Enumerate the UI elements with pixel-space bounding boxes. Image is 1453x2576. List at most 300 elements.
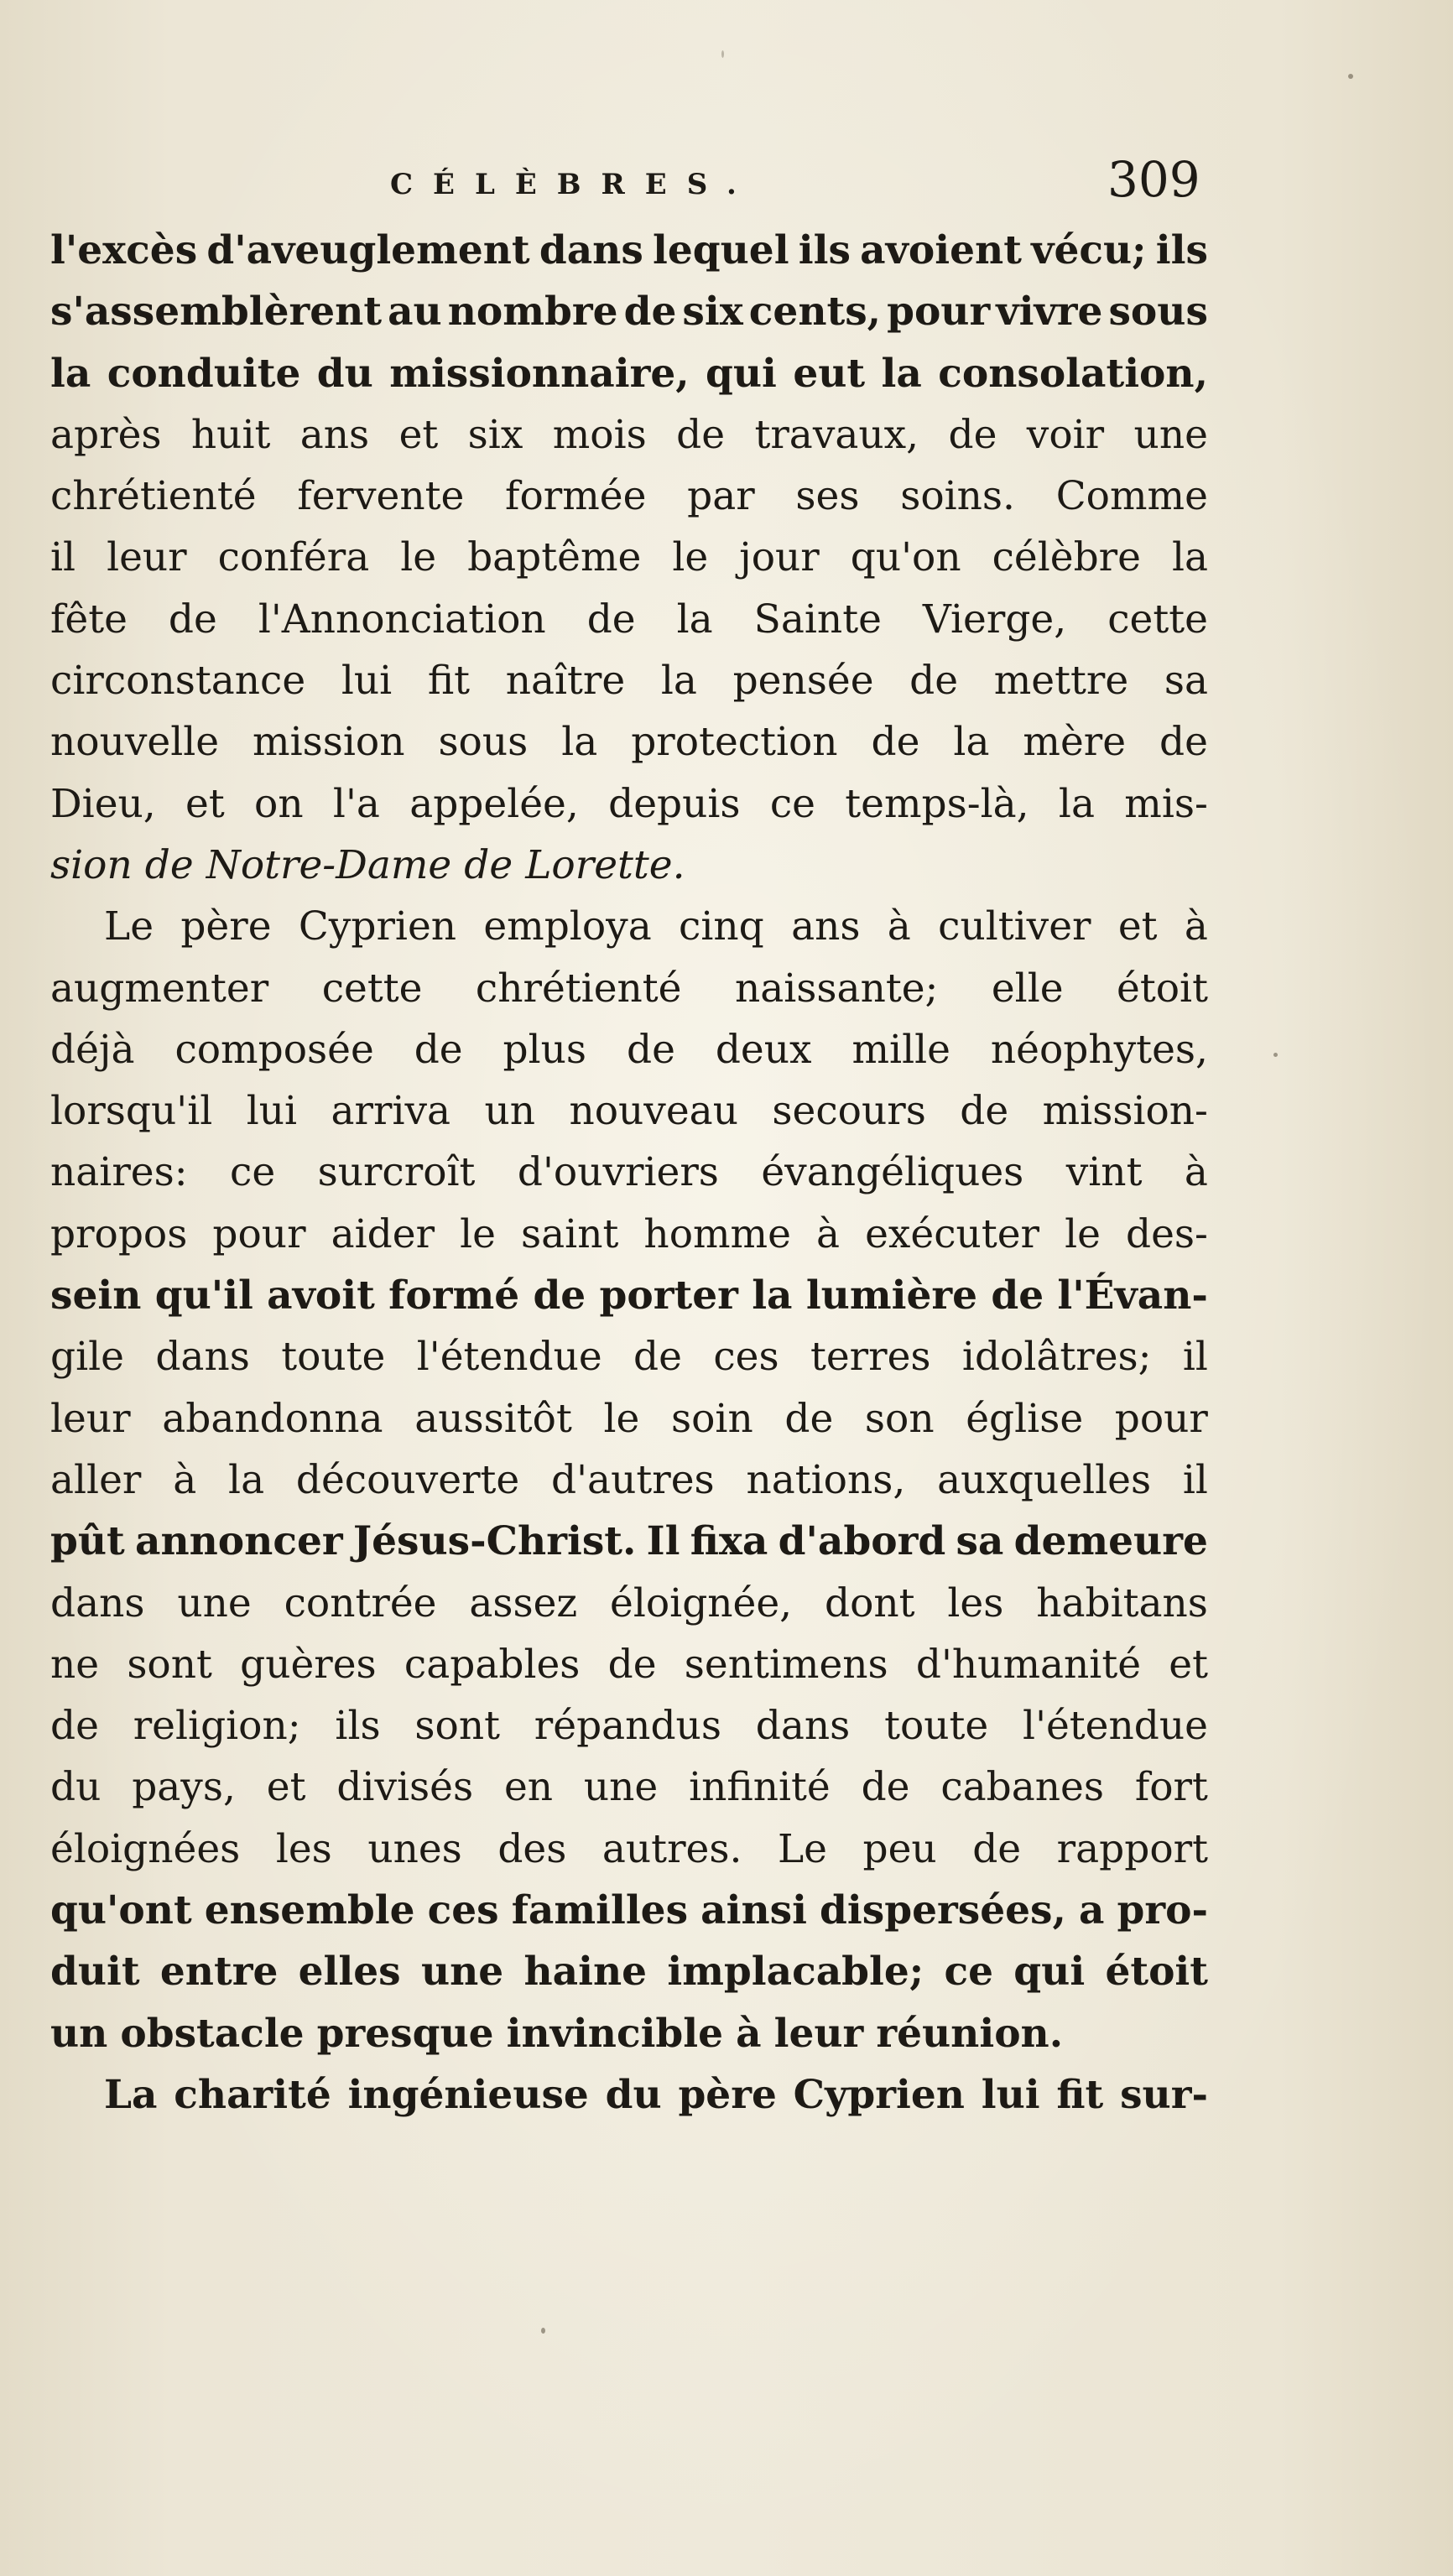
- word: et: [266, 1764, 306, 1811]
- word: huit: [190, 411, 271, 458]
- word: employa: [483, 903, 652, 950]
- word: un: [484, 1088, 536, 1135]
- text-line: [50, 1941, 1208, 2002]
- page-header: [50, 151, 1208, 218]
- word: mère: [1023, 719, 1127, 766]
- word: la: [676, 596, 713, 643]
- word: la: [752, 1272, 793, 1319]
- word: le: [672, 534, 709, 581]
- word: découverte: [295, 1456, 520, 1503]
- word: cette: [1107, 596, 1208, 643]
- word: et: [1169, 1641, 1208, 1688]
- word: homme: [643, 1210, 791, 1257]
- word: fit: [427, 658, 471, 705]
- word: dans: [155, 1334, 250, 1381]
- word: sa: [956, 1518, 1004, 1565]
- word: le: [603, 1395, 640, 1442]
- text-line: [50, 527, 1208, 588]
- word: l'excès: [50, 227, 198, 273]
- word: toute: [884, 1703, 989, 1750]
- word: des: [497, 1825, 567, 1872]
- word: temps-là,: [845, 780, 1029, 827]
- word: jour: [739, 534, 820, 581]
- text-line: [50, 1695, 1208, 1756]
- word: lorsqu'il: [50, 1088, 213, 1135]
- word: conféra: [217, 534, 370, 581]
- word: elle: [991, 965, 1064, 1012]
- word: ses: [795, 473, 860, 520]
- word: six: [682, 289, 743, 336]
- word: La: [104, 2071, 158, 2118]
- word: Dieu,: [50, 780, 156, 827]
- word: peu: [862, 1825, 937, 1872]
- word: de: [676, 411, 726, 458]
- word: Le: [104, 903, 154, 950]
- word: lui: [981, 2071, 1040, 2118]
- word: six: [467, 411, 523, 458]
- word: circonstance: [50, 658, 306, 705]
- word: de: [948, 411, 997, 458]
- word: lequel: [653, 227, 789, 273]
- word: éloignée,: [610, 1579, 793, 1626]
- word: religion;: [133, 1703, 301, 1750]
- text-line: [50, 1819, 1208, 1880]
- word: ces: [427, 1887, 499, 1934]
- word: d'autres: [551, 1456, 715, 1503]
- word: fête: [50, 596, 128, 643]
- word: l'a: [332, 780, 380, 827]
- word: aller: [50, 1456, 142, 1503]
- word: vécu;: [1031, 227, 1147, 273]
- text-line: [50, 404, 1208, 466]
- word: la: [50, 350, 91, 397]
- word: soin: [671, 1395, 753, 1442]
- word: dans: [755, 1703, 851, 1750]
- word: et: [398, 411, 439, 458]
- word: baptême: [467, 534, 642, 581]
- word: à: [173, 1456, 197, 1503]
- word: Jésus-Christ.: [352, 1518, 637, 1565]
- word: l'Annonciation: [258, 596, 546, 643]
- word: nombre: [447, 289, 618, 336]
- word: la: [953, 719, 990, 766]
- word: d'aveuglement: [206, 227, 530, 273]
- word: à: [1184, 903, 1208, 950]
- word: plus: [503, 1026, 587, 1073]
- text-line: [50, 2003, 1208, 2064]
- word: d'humanité: [915, 1641, 1142, 1688]
- word: ensemble: [204, 1887, 415, 1934]
- text-line: [50, 835, 1208, 896]
- word: du: [316, 350, 373, 397]
- word: autres.: [602, 1825, 742, 1872]
- word: et: [185, 780, 225, 827]
- word: duit: [50, 1949, 140, 1996]
- word: de: [168, 596, 217, 643]
- text-line: [50, 1880, 1208, 1941]
- word: elles: [298, 1949, 401, 1996]
- word: à: [1184, 1149, 1208, 1196]
- word: de: [784, 1395, 834, 1442]
- word: avoient: [860, 227, 1022, 273]
- word: aussitôt: [414, 1395, 572, 1442]
- word: sont: [414, 1703, 500, 1750]
- word: Cyprien: [793, 2071, 965, 2118]
- ink-speck: [1348, 74, 1353, 79]
- word: sion: [50, 841, 133, 888]
- word: la: [228, 1456, 265, 1503]
- word: vint: [1065, 1149, 1143, 1196]
- word: propos: [50, 1210, 188, 1257]
- word: père: [678, 2071, 777, 2118]
- word: pour: [212, 1210, 306, 1257]
- word: chrétienté: [50, 473, 257, 520]
- word: haine: [523, 1949, 648, 1996]
- word: du: [605, 2071, 662, 2118]
- text-line: [50, 1142, 1208, 1203]
- word: familles: [511, 1887, 689, 1934]
- word: divisés: [336, 1764, 474, 1811]
- text-line: [50, 896, 1208, 957]
- word: ingénieuse: [347, 2071, 589, 2118]
- word: depuis: [608, 780, 741, 827]
- body-text: [50, 220, 1208, 2126]
- word: la: [881, 350, 922, 397]
- word: cents,: [748, 289, 882, 336]
- word: sont: [127, 1641, 212, 1688]
- word: du: [50, 1764, 102, 1811]
- word: de: [871, 719, 920, 766]
- text-line: [50, 1080, 1208, 1142]
- word: de: [623, 289, 677, 336]
- word: l'étendue: [1023, 1703, 1208, 1750]
- word: nations,: [746, 1456, 906, 1503]
- word: naissante;: [734, 965, 939, 1012]
- word: capables: [404, 1641, 581, 1688]
- word: à: [736, 2010, 762, 2057]
- word: mission: [253, 719, 405, 766]
- word: il: [50, 534, 76, 581]
- word: de: [533, 1272, 586, 1319]
- text-line: [50, 958, 1208, 1019]
- word: naires:: [50, 1149, 188, 1196]
- word: par: [687, 473, 755, 520]
- word: toute: [281, 1334, 386, 1381]
- word: ans: [791, 903, 861, 950]
- text-line: [50, 466, 1208, 527]
- text-line: [50, 650, 1208, 711]
- word: mettre: [993, 658, 1129, 705]
- word: on: [254, 780, 304, 827]
- word: soins.: [900, 473, 1015, 520]
- text-line: [50, 1634, 1208, 1695]
- word: à: [887, 903, 911, 950]
- word: son: [864, 1395, 935, 1442]
- word: contrée: [284, 1579, 437, 1626]
- word: de: [627, 1026, 675, 1073]
- word: exécuter: [865, 1210, 1039, 1257]
- word: augmenter: [50, 965, 269, 1012]
- text-line: [50, 773, 1208, 835]
- text-line: [50, 2064, 1208, 2126]
- word: leur: [50, 1395, 131, 1442]
- word: sentimens: [684, 1641, 888, 1688]
- word: d'ouvriers: [517, 1149, 719, 1196]
- ink-speck: [721, 50, 724, 58]
- word: assez: [469, 1579, 578, 1626]
- word: père: [180, 903, 272, 950]
- word: protection: [631, 719, 838, 766]
- word: de: [972, 1825, 1022, 1872]
- word: unes: [367, 1825, 462, 1872]
- word: Il: [646, 1518, 680, 1565]
- word: conduite: [107, 350, 301, 397]
- word: éloignées: [50, 1825, 241, 1872]
- text-line: [50, 1265, 1208, 1326]
- word: lui: [246, 1088, 298, 1135]
- word: à: [816, 1210, 841, 1257]
- word: composée: [174, 1026, 374, 1073]
- word: charité: [174, 2071, 331, 2118]
- word: de: [144, 841, 194, 888]
- word: invincible: [506, 2010, 724, 2057]
- word: vivre: [996, 289, 1103, 336]
- word: de: [607, 1641, 657, 1688]
- word: mois: [552, 411, 647, 458]
- word: étoit: [1117, 965, 1208, 1012]
- word: fort: [1134, 1764, 1208, 1811]
- word: déjà: [50, 1026, 135, 1073]
- word: formée: [505, 473, 647, 520]
- word: arriva: [331, 1088, 451, 1135]
- word: la: [1171, 534, 1208, 581]
- word: Le: [777, 1825, 827, 1872]
- text-line: [50, 1756, 1208, 1818]
- word: Vierge,: [922, 596, 1067, 643]
- word: aider: [331, 1210, 435, 1257]
- text-line: [50, 1573, 1208, 1634]
- word: cette: [321, 965, 423, 1012]
- word: obstacle: [120, 2010, 305, 2057]
- text-line: [50, 343, 1208, 404]
- word: idolâtres;: [961, 1334, 1152, 1381]
- word: dispersées,: [820, 1887, 1066, 1934]
- word: le: [460, 1210, 496, 1257]
- word: sur-: [1120, 2071, 1208, 2118]
- word: étoit: [1105, 1949, 1208, 1996]
- word: l'Évan-: [1057, 1272, 1208, 1319]
- word: leur: [107, 534, 187, 581]
- word: ils: [798, 227, 851, 273]
- word: pour: [1114, 1395, 1208, 1442]
- word: de: [414, 1026, 463, 1073]
- word: lui: [341, 658, 393, 705]
- word: et: [1117, 903, 1158, 950]
- word: de: [633, 1334, 682, 1381]
- word: l'étendue: [416, 1334, 602, 1381]
- text-line: [50, 1019, 1208, 1080]
- text-line: [50, 1449, 1208, 1511]
- word: appelée,: [409, 780, 579, 827]
- word: pays,: [132, 1764, 236, 1811]
- word: s'assemblèrent: [50, 289, 383, 336]
- word: auxquelles: [937, 1456, 1152, 1503]
- word: qui: [706, 350, 777, 397]
- word: abandonna: [162, 1395, 383, 1442]
- word: la: [561, 719, 598, 766]
- word: Lorette.: [525, 841, 685, 888]
- word: chrétienté: [475, 965, 682, 1012]
- word: cabanes: [940, 1764, 1104, 1811]
- word: ils: [335, 1703, 381, 1750]
- word: pût: [50, 1518, 125, 1565]
- word: saint: [521, 1210, 619, 1257]
- word: qui: [1013, 1949, 1086, 1996]
- word: formé: [388, 1272, 520, 1319]
- word: nouvelle: [50, 719, 220, 766]
- word: sous: [1108, 289, 1208, 336]
- word: église: [966, 1395, 1084, 1442]
- word: terres: [810, 1334, 931, 1381]
- word: le: [400, 534, 437, 581]
- word: entre: [159, 1949, 279, 1996]
- word: après: [50, 411, 162, 458]
- word: qu'ont: [50, 1887, 192, 1934]
- word: porter: [599, 1272, 738, 1319]
- word: de: [586, 596, 636, 643]
- word: mille: [851, 1026, 950, 1073]
- ink-speck: [541, 2328, 545, 2334]
- word: implacable;: [667, 1949, 924, 1996]
- word: lumière: [805, 1272, 978, 1319]
- text-line: [50, 1326, 1208, 1387]
- word: surcroît: [317, 1149, 476, 1196]
- ink-speck: [1273, 1053, 1278, 1057]
- word: évangéliques: [761, 1149, 1024, 1196]
- word: leur: [773, 2010, 864, 2057]
- word: la: [1058, 780, 1095, 827]
- word: sous: [438, 719, 529, 766]
- word: Notre-Dame: [206, 841, 452, 888]
- word: de: [909, 658, 959, 705]
- word: sa: [1164, 658, 1208, 705]
- page-number: 309: [1107, 151, 1200, 208]
- word: ces: [713, 1334, 779, 1381]
- text-line: [50, 220, 1208, 281]
- word: qu'il: [154, 1272, 253, 1319]
- word: rapport: [1056, 1825, 1208, 1872]
- word: une: [583, 1764, 659, 1811]
- text-line: [50, 589, 1208, 650]
- word: réunion.: [876, 2010, 1064, 2057]
- word: une: [1133, 411, 1208, 458]
- word: voir: [1026, 411, 1105, 458]
- word: deux: [715, 1026, 812, 1073]
- word: de: [464, 841, 513, 888]
- text-line: [50, 711, 1208, 773]
- text-line: [50, 1388, 1208, 1449]
- word: cinq: [679, 903, 764, 950]
- word: guères: [240, 1641, 377, 1688]
- word: Sainte: [753, 596, 882, 643]
- word: il: [1182, 1334, 1208, 1381]
- word: ils: [1155, 227, 1208, 273]
- word: cultiver: [938, 903, 1091, 950]
- word: avoit: [267, 1272, 375, 1319]
- word: néophytes,: [990, 1026, 1208, 1073]
- word: ainsi: [700, 1887, 807, 1934]
- word: annoncer: [135, 1518, 343, 1565]
- text-line: [50, 1204, 1208, 1265]
- word: de: [50, 1703, 99, 1750]
- word: les: [275, 1825, 332, 1872]
- word: infinité: [689, 1764, 831, 1811]
- word: a: [1078, 1887, 1105, 1934]
- word: missionnaire,: [389, 350, 690, 397]
- word: ce: [230, 1149, 276, 1196]
- word: le: [1065, 1210, 1101, 1257]
- word: de: [1159, 719, 1208, 766]
- word: les: [947, 1579, 1004, 1626]
- word: travaux,: [754, 411, 919, 458]
- word: dans: [50, 1579, 145, 1626]
- word: pro-: [1117, 1887, 1208, 1934]
- word: mis-: [1124, 780, 1208, 827]
- text-line: [50, 1511, 1208, 1572]
- word: mission-: [1042, 1088, 1208, 1135]
- word: une: [420, 1949, 504, 1996]
- word: consolation,: [938, 350, 1208, 397]
- word: des-: [1125, 1210, 1208, 1257]
- word: ce: [769, 780, 815, 827]
- word: dans: [539, 227, 643, 273]
- word: la: [660, 658, 697, 705]
- word: qu'on: [850, 534, 961, 581]
- word: un: [50, 2010, 108, 2057]
- word: ce: [944, 1949, 993, 1996]
- running-head: CÉLÈBRES.: [390, 168, 757, 201]
- word: fixa: [690, 1518, 768, 1565]
- word: une: [177, 1579, 252, 1626]
- word: ne: [50, 1641, 100, 1688]
- word: pensée: [732, 658, 874, 705]
- word: eut: [793, 350, 866, 397]
- word: pour: [887, 289, 991, 336]
- word: de: [861, 1764, 910, 1811]
- word: gile: [50, 1334, 124, 1381]
- word: en: [503, 1764, 554, 1811]
- word: de: [960, 1088, 1009, 1135]
- text-line: [50, 281, 1208, 342]
- word: ans: [299, 411, 370, 458]
- word: célèbre: [992, 534, 1141, 581]
- word: répandus: [534, 1703, 721, 1750]
- word: au: [388, 289, 442, 336]
- word: d'abord: [778, 1518, 946, 1565]
- word: secours: [772, 1088, 926, 1135]
- word: Comme: [1055, 473, 1208, 520]
- word: fit: [1056, 2071, 1104, 2118]
- word: demeure: [1013, 1518, 1208, 1565]
- word: presque: [316, 2010, 494, 2057]
- word: dont: [824, 1579, 915, 1626]
- word: sein: [50, 1272, 142, 1319]
- word: il: [1182, 1456, 1208, 1503]
- word: nouveau: [569, 1088, 738, 1135]
- word: de: [991, 1272, 1044, 1319]
- word: habitans: [1036, 1579, 1208, 1626]
- word: fervente: [297, 473, 465, 520]
